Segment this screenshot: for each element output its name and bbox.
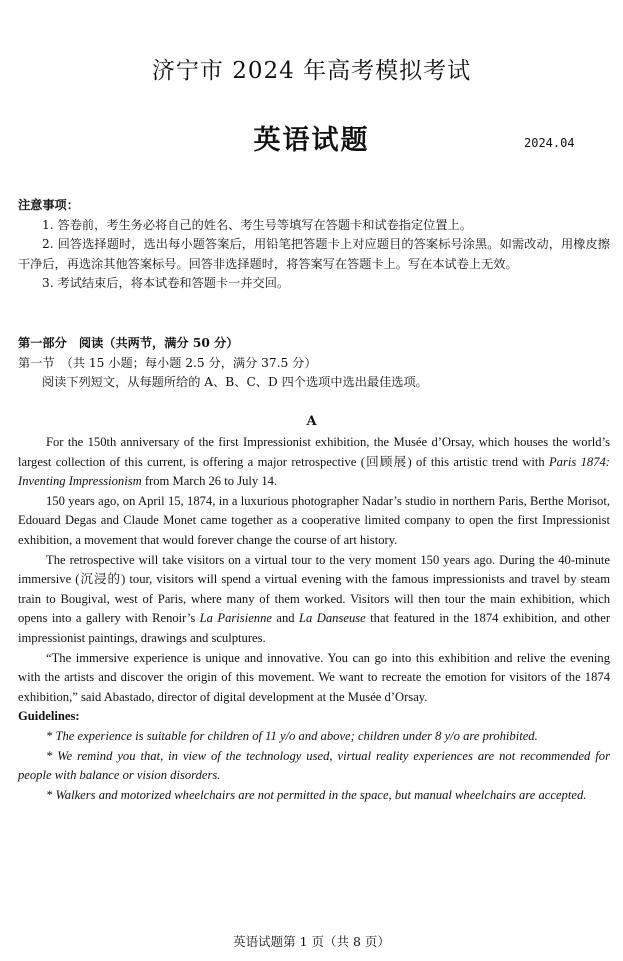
guideline-2: * We remind you that, in view of the technology used, virtual reality experiences are not recommended for people with balance or vision disorders. [18, 748, 610, 783]
exhibition-title: Paris 1874: Inventing Impressionism [18, 454, 610, 489]
guidelines-heading: Guidelines: [18, 709, 80, 724]
page-footer: 英语试题第 1 页（共 8 页） [233, 934, 390, 949]
paragraph-3-end: that featured in the 1874 exhibition, and other impressionist paintings, drawings and sculptures. [18, 611, 611, 645]
exam-title: 济宁市 2024 年高考模拟考试 [151, 58, 472, 84]
painting-la-danseuse: La Danseuse [299, 611, 366, 626]
subject-title: 英语试题 [253, 125, 370, 156]
paragraph-1 [18, 433, 610, 492]
paragraph-1-dates: from March 26 to July 14. [141, 474, 278, 489]
painting-la-parisienne: La Parisienne [199, 611, 272, 626]
exam-date: 2024.04 [524, 136, 575, 150]
notice-item-3: 3. 考试结束后，将本试卷和答题卡一并交回。 [42, 276, 290, 291]
paragraph-3-and: and [271, 611, 300, 626]
paragraph-1-text: For the 150th anniversary of the first Impressionist exhibition, the Musée d’Orsay, which houses the world’s largest collection of this current, is offering a major retrospective (回顾展) of this artistic trend with [18, 435, 610, 469]
guideline-1: * The experience is suitable for children of 11 y/o and above; children under 8 y/o are prohibited. [46, 728, 538, 743]
section-header [18, 334, 610, 393]
paragraph-3-text: The retrospective will take visitors on a virtual tour to the very moment 150 years ago. During the 40-minute immersive (沉浸的) tour, visitors will spend a virtual evening with the famous impressionists and travel by steam train to Bougival, west of Paris, where many of them worked. Visitors will then tour the main exhibition, which opens into a gallery with Renoir’s [18, 552, 610, 626]
guideline-3: * Walkers and motorized wheelchairs are not permitted in the space, but manual wheelchairs are accepted. [46, 787, 587, 802]
notice-item-1: 1. 答卷前，考生务必将自己的姓名、考生号等填写在答题卡和试卷指定位置上。 [42, 217, 472, 232]
passage-label: A [306, 414, 317, 429]
paragraph-4: “The immersive experience is unique and innovative. You can go into this exhibition and relive the evening with the artists and discover the origin of this movement. We want to recreate the emotion for visitors of the 1874 exhibition,” said Abastado, director of digital development at the Musée d’Orsay. [18, 650, 610, 704]
passage-a [18, 433, 610, 805]
notice-heading: 注意事项： [18, 198, 79, 212]
part-heading: 第一部分 阅读（共两节，满分 50 分） [18, 336, 239, 350]
subsection-heading: 第一节 （共 15 小题；每小题 2.5 分，满分 37.5 分） [18, 355, 317, 370]
paragraph-2: 150 years ago, on April 15, 1874, in a luxurious photographer Nadar’s studio in northern Paris, Berthe Morisot, Edouard Degas and Claude Monet came together as a cooperative limited company to open the first Impressionist exhibition, a movement that would forever change the course of art history. [18, 493, 610, 547]
section-instruction: 阅读下列短文，从每题所给的 A、B、C、D 四个选项中选出最佳选项。 [42, 375, 428, 390]
notice-item-2: 2. 回答选择题时，选出每小题答案后，用铅笔把答题卡上对应题目的答案标号涂黑。如需改动，用橡皮擦干净后，再选涂其他答案标号。回答非选择题时，将答案写在答题卡上。写在本试卷上无效。 [18, 237, 610, 271]
paragraph-3 [18, 551, 610, 649]
notice-section [18, 196, 610, 294]
